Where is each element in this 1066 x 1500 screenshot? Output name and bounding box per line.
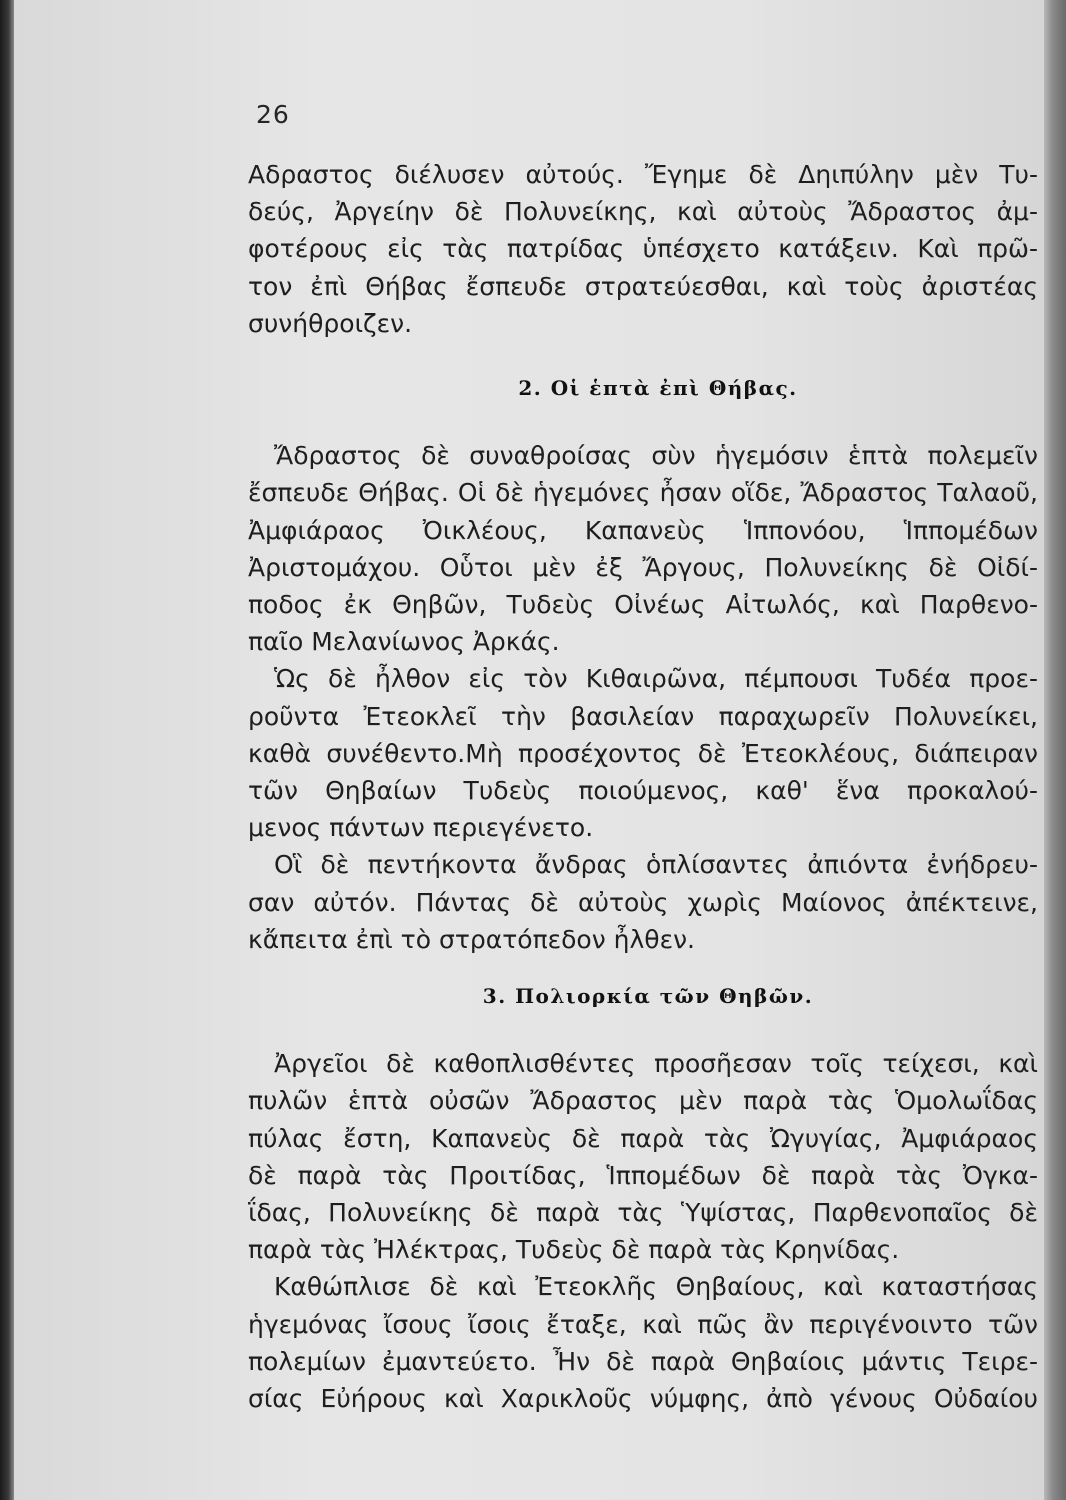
text-line: φοτέρους εἰς τὰς πατρίδας ὑπέσχετο κατάξειν. Καὶ πρῶ- <box>248 234 1038 264</box>
text-line: τῶν Θηβαίων Τυδεὺς ποιούμενος, καθ' ἕνα προκαλού- <box>248 776 1038 806</box>
text-line: ἡγεμόνας ἴσους ἴσοις ἔταξε, καὶ πῶς ἂν περιγένοιντο τῶν <box>248 1309 1038 1339</box>
text-line: Αδραστος διέλυσεν αὐτούς. Ἔγημε δὲ Δηιπύλην μὲν Τυ- <box>248 160 1038 189</box>
text-line: Ἀργεῖοι δὲ καθοπλισθέντες προσῆεσαν τοῖς τείχεσι, καὶ <box>274 1049 1038 1079</box>
text-line: τον ἐπὶ Θήβας ἔσπευδε στρατεύεσθαι, καὶ τοὺς ἀριστέας <box>248 271 1038 301</box>
text-line: Οἳ δὲ πεντήκοντα ἄνδρας ὁπλίσαντες ἀπιόντα ἐνήδρευ- <box>274 850 1038 880</box>
text-line: καθὰ συνέθεντο.Μὴ προσέχοντος δὲ Ἐτεοκλέους, διάπειραν <box>248 738 1038 768</box>
text-line: ποδος ἐκ Θηβῶν, Τυδεὺς Οἰνέως Αἰτωλός, καὶ Παρθενο- <box>248 590 1038 620</box>
paragraph-6 <box>248 1268 1038 1417</box>
text-line: Καθώπλισε δὲ καὶ Ἐτεοκλῆς Θηβαίους, καὶ καταστήσας <box>274 1272 1038 1302</box>
text-line: ἔσπευδε Θήβας. Οἱ δὲ ἡγεμόνες ἦσαν οἵδε, Ἄδραστος Ταλαοῦ, <box>248 478 1038 508</box>
text-line: πολεμίων ἐμαντεύετο. Ἦν δὲ παρὰ Θηβαίοις μάντις Τειρε- <box>248 1346 1038 1376</box>
text-line: δὲ παρὰ τὰς Προιτίδας, Ἱππομέδων δὲ παρὰ τὰς Ὀγκα- <box>248 1160 1038 1190</box>
scan-edge-right <box>1044 0 1066 1500</box>
text-line: δεύς, Ἀργείην δὲ Πολυνείκης, καὶ αὐτοὺς Ἄδραστος ἀμ- <box>248 197 1038 227</box>
paragraph-2 <box>248 437 1038 660</box>
paragraph-4 <box>248 846 1038 958</box>
paragraph-5 <box>248 1045 1038 1268</box>
text-line: Ἄδραστος δὲ συναθροίσας σὺν ἡγεμόσιν ἑπτὰ πολεμεῖν <box>274 441 1038 471</box>
page-number: 26 <box>256 100 290 129</box>
text-line: κἄπειτα ἐπὶ τὸ στρατόπεδον ἦλθεν. <box>248 924 695 954</box>
text-line: πυλῶν ἑπτὰ οὐσῶν Ἄδραστος μὲν παρὰ τὰς Ὁμολωΐδας <box>248 1086 1038 1116</box>
text-line: σίας Εὐήρους καὶ Χαρικλοῦς νύμφης, ἀπὸ γένους Οὐδαίου <box>248 1384 1038 1414</box>
text-line: ροῦντα Ἐτεοκλεῖ τὴν βασιλείαν παραχωρεῖν Πολυνείκει, <box>248 701 1038 731</box>
text-line: Ἀριστομάχου. Οὗτοι μὲν ἐξ Ἄργους, Πολυνείκης δὲ Οἰδί- <box>248 552 1038 582</box>
text-line: σαν αὐτόν. Πάντας δὲ αὐτοὺς χωρὶς Μαίονος ἀπέκτεινε, <box>248 887 1038 917</box>
text-line: πύλας ἔστη, Καπανεὺς δὲ παρὰ τὰς Ὠγυγίας, Ἀμφιάραος <box>248 1123 1038 1153</box>
scan-edge-left <box>0 0 14 1500</box>
text-line: συνήθροιζεν. <box>248 308 413 338</box>
paragraph-1 <box>248 156 1038 342</box>
text-line: παῖο Μελανίωνος Ἀρκάς. <box>248 627 560 657</box>
text-line: Ὡς δὲ ἦλθον εἰς τὸν Κιθαιρῶνα, πέμπουσι Τυδέα προε- <box>274 664 1038 694</box>
text-line: παρὰ τὰς Ἠλέκτρας, Τυδεὺς δὲ παρὰ τὰς Κρηνίδας. <box>248 1235 900 1265</box>
section-heading-2: 2. Οἱ ἑπτὰ ἐπὶ Θήβας. <box>518 376 798 401</box>
paragraph-3 <box>248 660 1038 846</box>
text-line: Ἀμφιάραος Ὀικλέους, Καπανεὺς Ἱππονόου, Ἱππομέδων <box>248 515 1038 545</box>
text-line: ΐδας, Πολυνείκης δὲ παρὰ τὰς Ὑψίστας, Παρθενοπαῖος δὲ <box>248 1198 1038 1228</box>
section-heading-3: 3. Πολιορκία τῶν Θηβῶν. <box>482 984 814 1009</box>
page-body <box>248 156 1038 1417</box>
text-line: μενος πάντων περιεγένετο. <box>248 813 594 843</box>
